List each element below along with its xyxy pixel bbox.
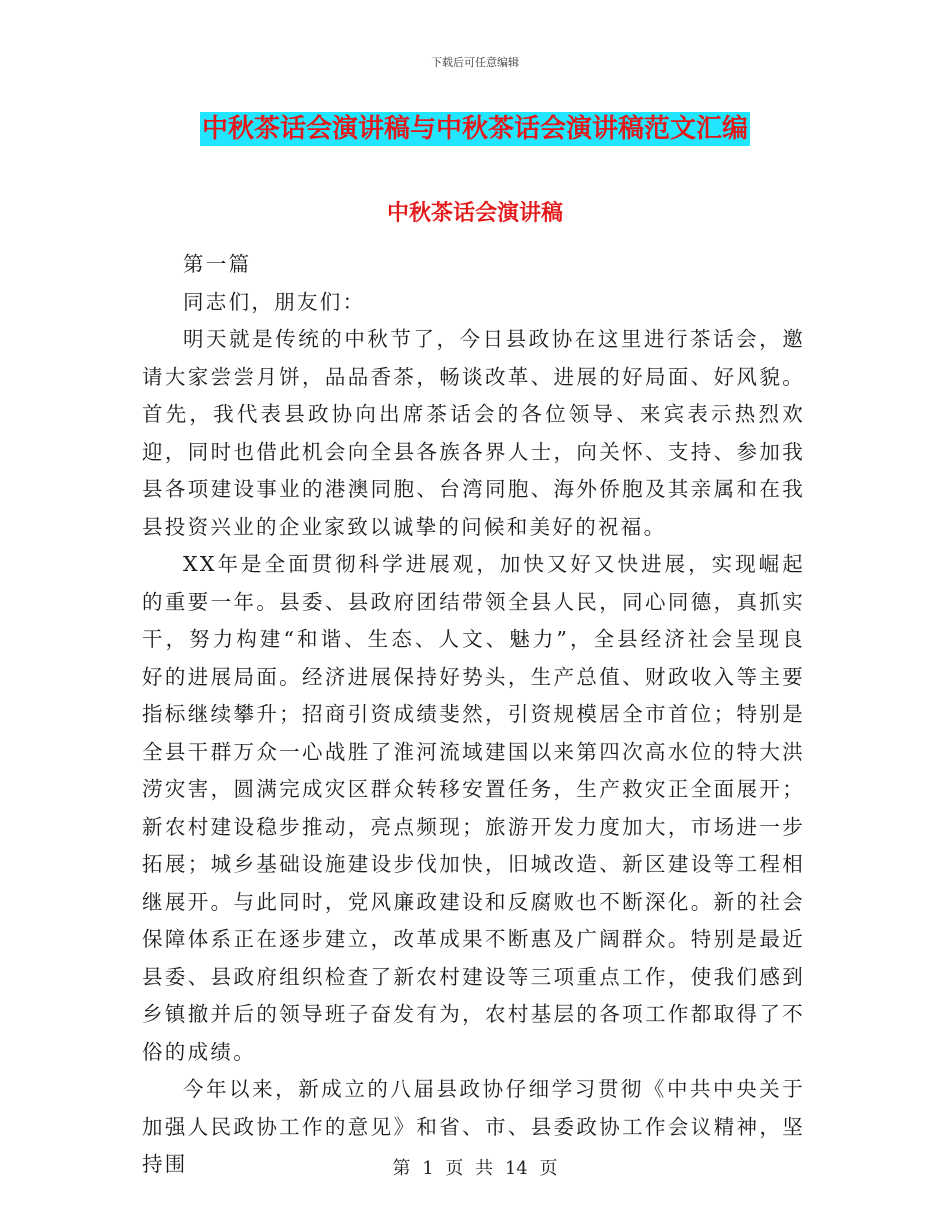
page-number-footer: 第 1 页 共 14 页	[392, 1158, 558, 1179]
header-note: 下载后可任意编辑	[431, 56, 519, 69]
paragraph: 明天就是传统的中秋节了，今日县政协在这里进行茶话会，邀请大家尝尝月饼，品品香茶，畅谈改革、进展的好局面、好风貌。首先，我代表县政协向出席茶话会的各位领导、来宾表示热烈欢迎，同时也借此机会向全县各族各界人士，向关怀、支持、参加我县各项建设事业的港澳同胞、台湾同胞、海外侨胞及其亲属和在我县投资兴业的企业家致以诚挚的问候和美好的祝福。	[142, 327, 805, 539]
paragraph: 今年以来，新成立的八届县政协仔细学习贯彻《中共中央关于加强人民政协工作的意见》和省、市、县委政协工作会议精神，坚持围	[142, 1077, 805, 1176]
paragraph-section-label: 第一篇	[183, 252, 252, 276]
paragraph-salutation: 同志们，朋友们：	[183, 289, 366, 314]
section-title: 中秋茶话会演讲稿	[386, 200, 563, 226]
document-title-text: 中秋茶话会演讲稿与中秋茶话会演讲稿范文汇编	[201, 114, 748, 144]
document-title	[0, 112, 950, 146]
document-body	[142, 246, 805, 1184]
paragraph: XX年是全面贯彻科学进展观，加快又好又快进展，实现崛起的重要一年。县委、县政府团结带领全县人民，同心同德，真抓实干，努力构建“和谐、生态、人文、魅力”，全县经济社会呈现良好的进展局面。经济进展保持好势头，生产总值、财政收入等主要指标继续攀升；招商引资成绩斐然，引资规模居全市首位；特别是全县干群万众一心战胜了淮河流域建国以来第四次高水位的特大洪涝灾害，圆满完成灾区群众转移安置任务，生产救灾正全面展开；新农村建设稳步推动，亮点频现；旅游开发力度加大，市场进一步拓展；城乡基础设施建设步伐加快，旧城改造、新区建设等工程相继展开。与此同时，党风廉政建设和反腐败也不断深化。新的社会保障体系正在逐步建立，改革成果不断惠及广阔群众。特别是最近县委、县政府组织检查了新农村建设等三项重点工作，使我们感到乡镇撤并后的领导班子奋发有为，农村基层的各项工作都取得了不俗的成绩。	[142, 552, 805, 1064]
